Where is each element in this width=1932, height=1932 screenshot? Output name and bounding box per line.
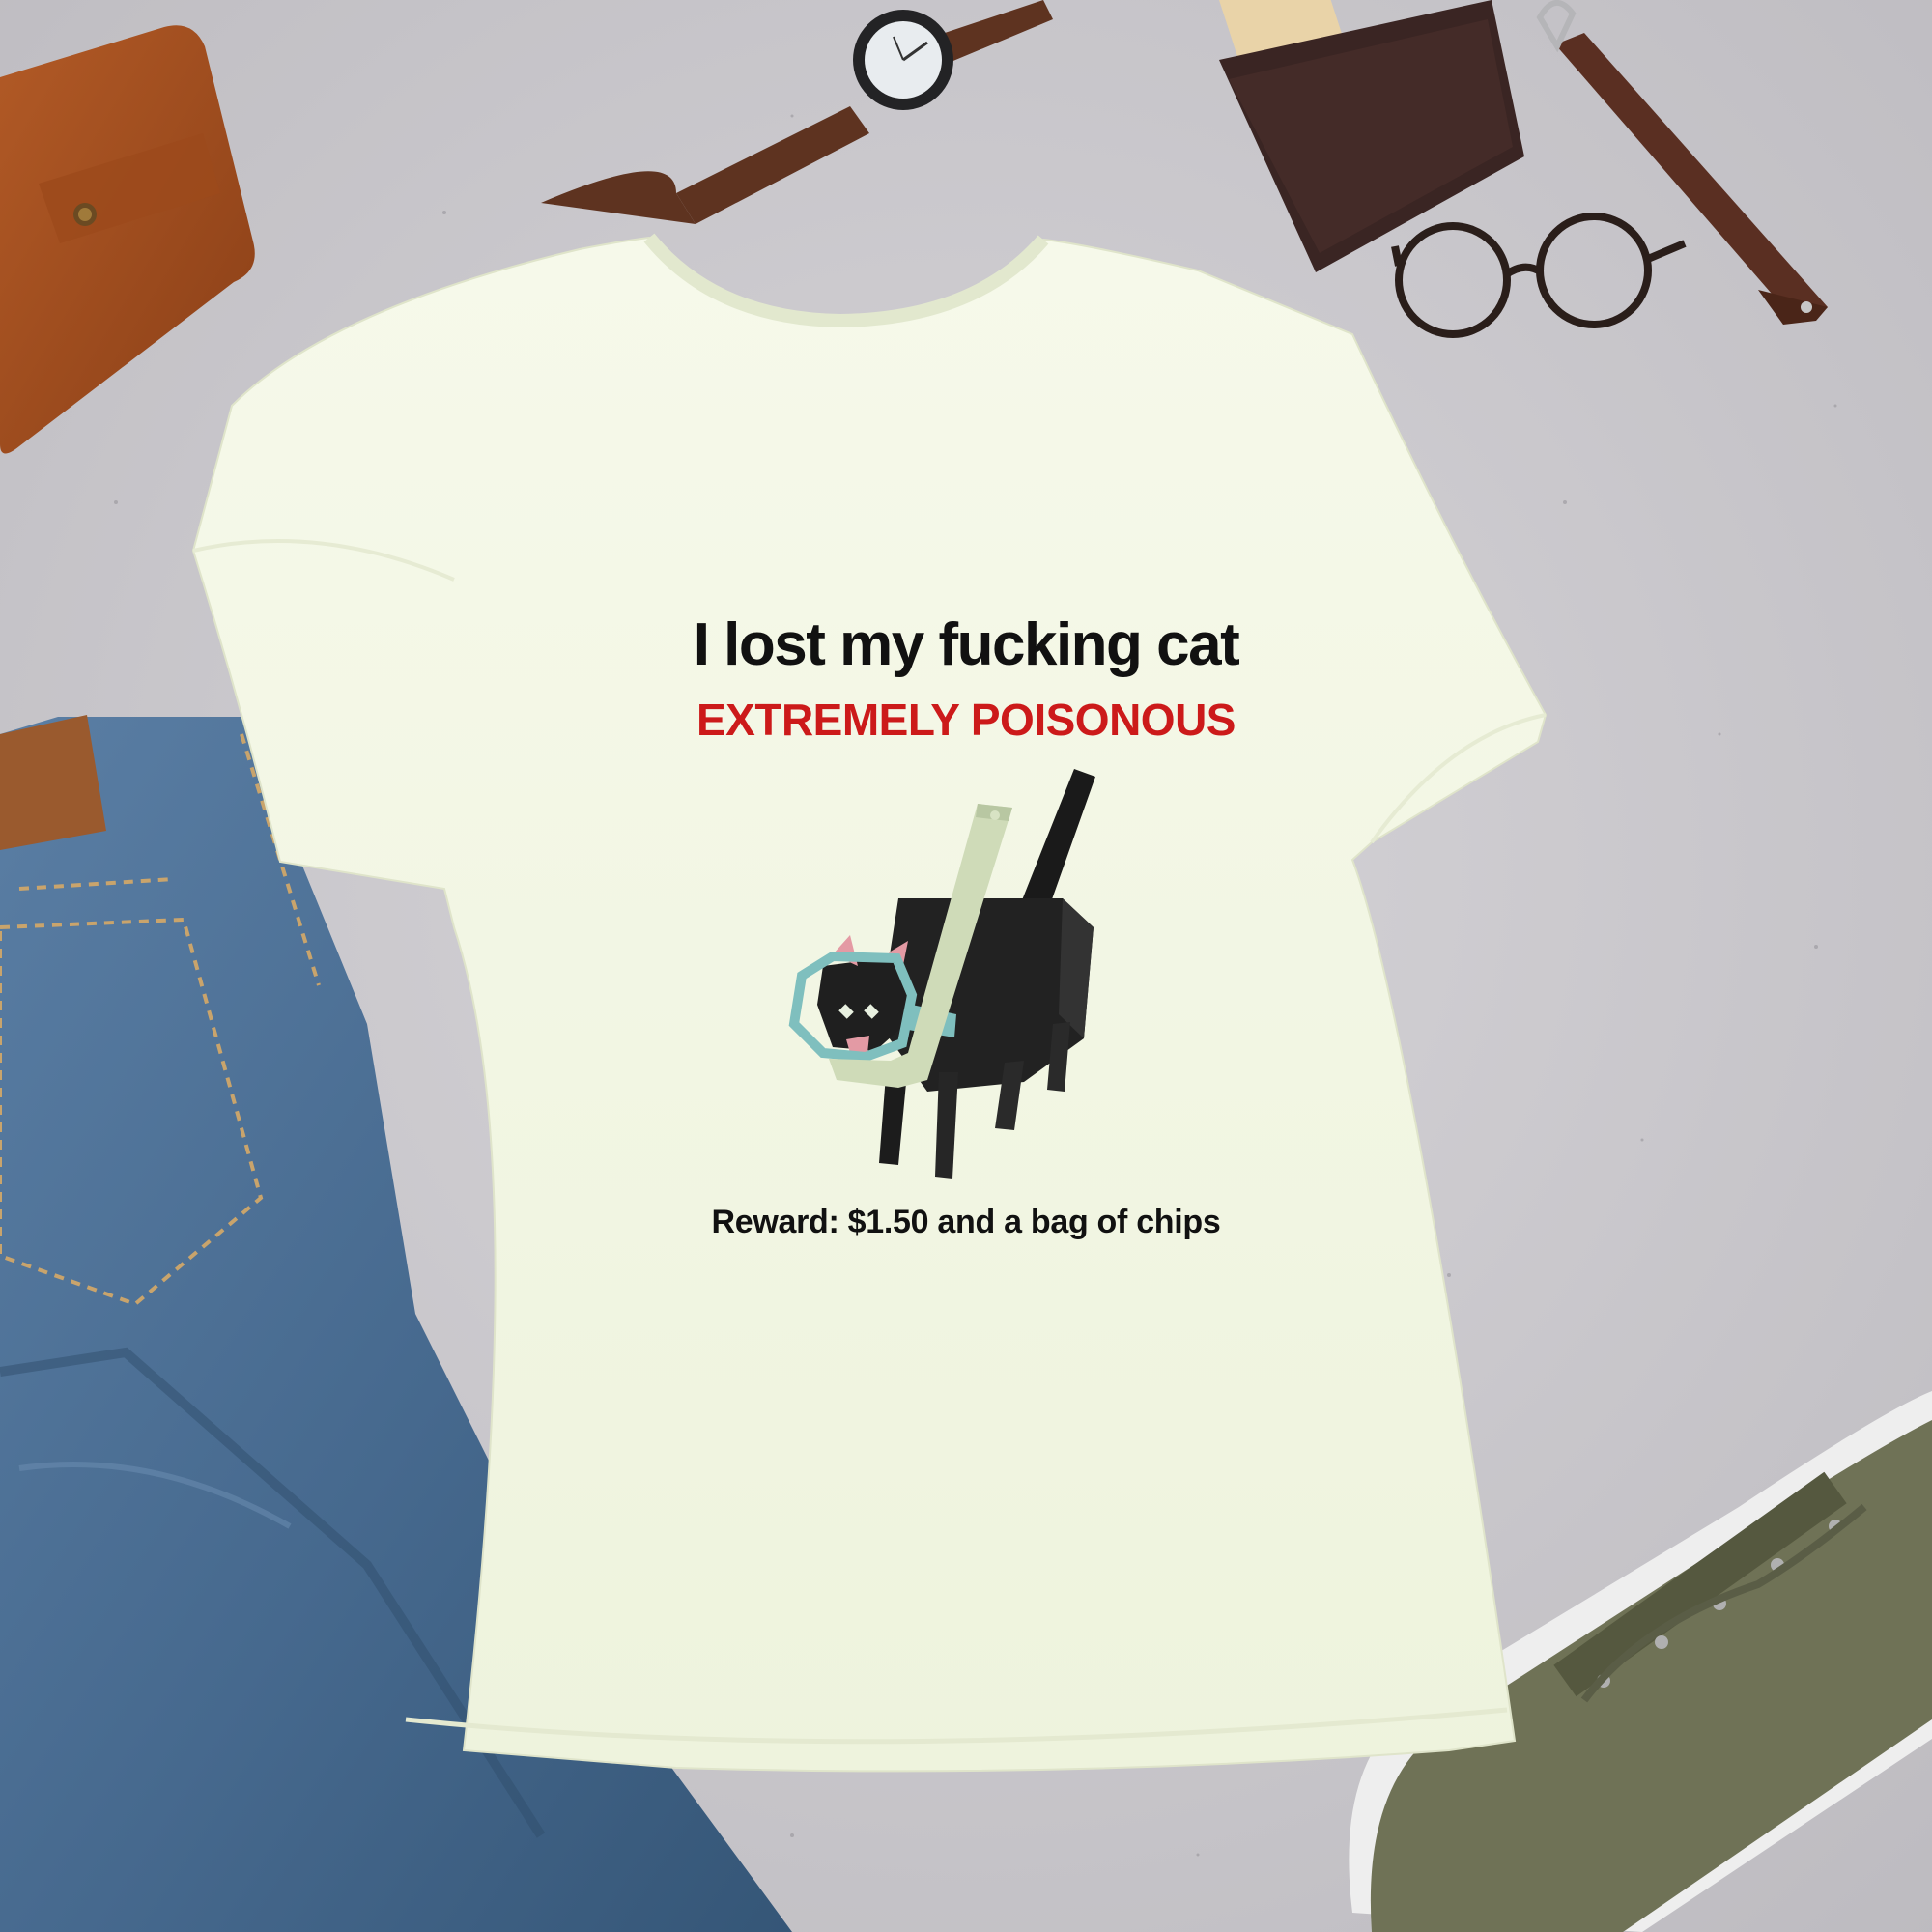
shirt-headline: I lost my fucking cat <box>693 611 1239 678</box>
shirt-reward-text: Reward: $1.50 and a bag of chips <box>711 1204 1221 1240</box>
shirt-subhead: EXTREMELY POISONOUS <box>696 695 1236 745</box>
